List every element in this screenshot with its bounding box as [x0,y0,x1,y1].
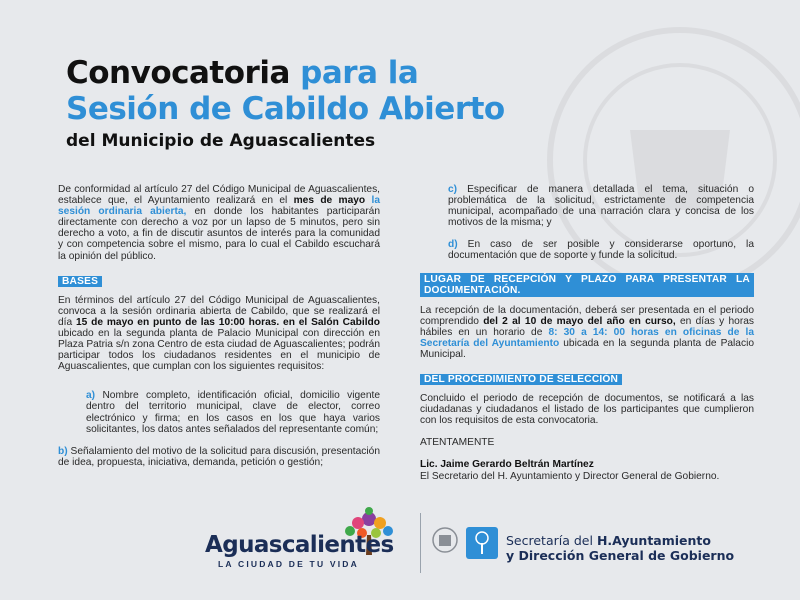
place-text-3: ubicada en la segunda planta de Palacio Municipal. [420,337,754,360]
intro-text-2: en donde los habitantes participarán directamente con derecho a voz por un lapso de 5 minutos, pero sin derecho a voto, a fin de discutir asuntos de interés para la comunidad y con competencia sobre el mismo, para lo cual el Cabildo escuchará la opinión del público. [58,206,380,262]
bases-paragraph [58,295,380,373]
requirement-b-label: b) [58,445,68,457]
place-header: LUGAR DE RECEPCIÓN Y PLAZO PARA PRESENTAR LA DOCUMENTACIÓN. [420,273,754,297]
requirement-c-text: Especificar de manera detallada el tema, situación o problemática de la solicitud, estrictamente de competencia municipal, acompañado de una narración clara y concisa de los motivos de la misma; y [448,184,754,229]
footer-divider [420,513,421,573]
brand-tagline: LA CIUDAD DE TU VIDA [218,559,359,569]
requirement-a-text: Nombre completo, identificación oficial, domicilio vigente dentro del territorio municipal, clave de elector, correo electrónico y firma; en los casos en los que haya varios solicitantes, los datos antes señalados del representante común; [86,390,380,435]
left-column [58,184,380,479]
intro-bold: mes de mayo [293,195,366,207]
title-line3: del Municipio de Aguascalientes [66,131,376,151]
bases-text-1: En términos del artículo 27 del Código Municipal de Aguascalientes, convoca a la sesión ordinaria abierta de Cabildo, que se realizará el día [58,294,380,328]
signer-title: El Secretario del H. Ayuntamiento y Director General de Gobierno. [420,470,720,482]
right-column [420,184,754,482]
secretaria-line1-a: Secretaría del [506,533,597,548]
procedure-header: DEL PROCEDIMIENTO DE SELECCIÓN [420,374,622,385]
bases-bold: 15 de mayo en punto de las 10:00 horas. en el Salón Cabildo [75,316,380,328]
signature-block [420,459,754,481]
requirement-a [58,390,380,434]
place-text-1: La recepción de la documentación, deberá ser presentada en el periodo comprendido [420,304,754,327]
signer-name: Lic. Jaime Gerardo Beltrán Martínez [420,459,594,471]
requirement-d [420,239,754,261]
procedure-paragraph: Concluido el periodo de recepción de documentos, se notificará a las ciudadanas y ciudadanos el listado de los participantes que cumplieron con los requisitos de esta convocatoria. [420,393,754,427]
place-paragraph [420,305,754,360]
document-title [66,55,746,153]
requirement-d-label: d) [448,239,458,251]
requirement-b [58,446,380,468]
secretaria-line2: y Dirección General de Gobierno [506,548,735,563]
municipal-seal-icon [430,525,460,555]
secretaria-line1 [506,533,711,548]
place-bold: del 2 al 10 de mayo del año en curso, [483,315,676,327]
bases-text-2: ubicado en la segunda planta de Palacio Municipal con dirección en Plaza Patria s/n zona Centro de esta ciudad de Aguascalientes; podrán participar todos los ciudadanos residentes en el municipio de Aguascalientes, que cumplan con los siguientes requisitos: [58,327,380,373]
brand-name: Aguascalientes [205,532,394,558]
secretaria-line1-b: H.Ayuntamiento [596,533,711,548]
intro-paragraph [58,184,380,262]
title-line1-black: Convocatoria [66,55,290,91]
bases-header: BASES [58,276,102,287]
title-line1-blue: para la [300,55,419,91]
requirement-a-label: a) [86,390,96,402]
requirement-d-text: En caso de ser posible y considerarse oportuno, la documentación que de soporte y funde la solicitud. [448,239,754,262]
intro-text-1: De conformidad al artículo 27 del Código Municipal de Aguascalientes, establece que, el Ayuntamiento realizará en el [58,184,380,207]
tree-badge-icon [466,527,498,559]
requirement-c-label: c) [448,184,458,195]
requirement-b-text: Señalamiento del motivo de la solicitud para discusión, presentación de idea, propuesta, iniciativa, demanda, petición o gestión; [58,445,380,468]
footer [0,505,800,600]
requirement-c [420,184,754,228]
title-line2: Sesión de Cabildo Abierto [66,91,505,127]
place-blue: 8: 30 a 14: 00 horas en oficinas de la Secretaría del Ayuntamiento [420,326,754,349]
atentamente: ATENTAMENTE [420,437,495,449]
intro-blue: la sesión ordinaria abierta, [58,195,380,218]
place-text-2: en días y horas hábiles en un horario de [420,315,754,338]
